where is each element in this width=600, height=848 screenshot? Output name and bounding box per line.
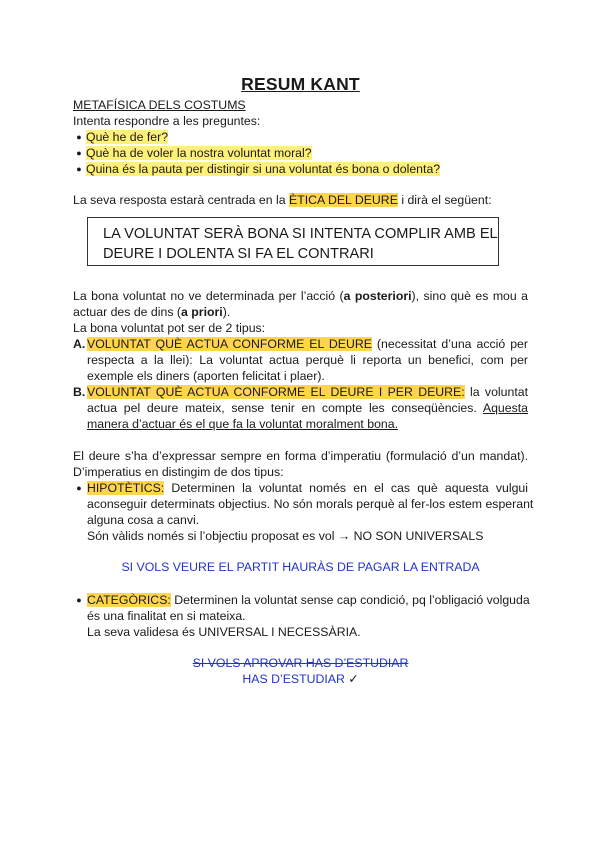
tipus-b-line: manera d’actuar és el que fa la voluntat moralment bona. <box>87 417 399 431</box>
paragraph-line: La bona voluntat no ve determinada per l’acció (a posteriori), sino què es mou a <box>73 289 529 303</box>
example-categoric: HAS D’ESTUDIAR ✓ <box>242 672 359 686</box>
question-item: Què he de fer? <box>86 130 169 144</box>
hipotetics-line: alguna cosa a canvi. <box>87 513 200 527</box>
tipus-a-line: VOLUNTAT QUÈ ACTUA CONFORME EL DEURE (necessitat d’una acció per <box>87 337 528 351</box>
key-statement-line: DEURE I DOLENTA SI FA EL CONTRARI <box>103 246 374 262</box>
bullet-icon: ● <box>76 164 82 174</box>
example-hipotetic: SI VOLS VEURE EL PARTIT HAURÀS DE PAGAR LA ENTRADA <box>121 560 480 574</box>
etica-deure-highlight: ÈTICA DEL DEURE <box>289 193 398 207</box>
answer-sentence: La seva resposta estarà centrada en la ÈTICA DEL DEURE i dirà el següent: <box>73 193 492 207</box>
tipus-b-line: VOLUNTAT QUÈ ACTUA CONFORME EL DEURE I PER DEURE: la voluntat <box>87 385 528 399</box>
question-item: Quina és la pauta per distingir si una voluntat és bona o dolenta? <box>86 162 441 176</box>
section-heading: METAFÍSICA DELS COSTUMS <box>73 98 246 112</box>
paragraph-line: actuar des de dins (a priori). <box>73 305 231 319</box>
bullet-icon: ● <box>76 148 82 158</box>
question-item: Què ha de voler la nostra voluntat moral? <box>86 146 312 160</box>
bullet-icon: ● <box>76 483 82 493</box>
categorics-line: CATEGÒRICS: Determinen la voluntat sense cap condició, pq l’obligació volguda <box>87 593 530 607</box>
bullet-icon: ● <box>76 595 82 605</box>
document-title: RESUM KANT <box>241 74 360 94</box>
categorics-line: és una finalitat en si mateixa. <box>87 609 246 623</box>
example-struck: SI VOLS APROVAR HAS D’ESTUDIAR <box>192 656 409 670</box>
list-letter-b: B. <box>73 385 86 399</box>
hipotetics-line: Són vàlids només si l’objectiu proposat es vol → NO SON UNIVERSALS <box>87 529 484 543</box>
bullet-icon: ● <box>76 132 82 142</box>
hipotetics-line: HIPOTÈTICS: Determinen la voluntat només en el cas què aquesta vulgui <box>87 481 528 495</box>
tipus-a-line: exemple els diners (aporten felicitat i plaer). <box>87 369 325 383</box>
hipotetics-line: aconseguir determinats objectius. No són morals perquè al fer-los estem esperant <box>87 497 534 511</box>
paragraph-line: La bona voluntat pot ser de 2 tipus: <box>73 321 266 335</box>
tipus-b-line: actua pel deure mateix, sense tenir en compte les conseqüències. Aquesta <box>87 401 528 415</box>
list-letter-a: A. <box>73 337 86 351</box>
check-mark-icon: ✓ <box>348 672 359 686</box>
categorics-line: La seva validesa és UNIVERSAL I NECESSÀRIA. <box>87 625 361 639</box>
key-statement-box <box>87 217 499 266</box>
key-statement-line: LA VOLUNTAT SERÀ BONA SI INTENTA COMPLIR AMB EL <box>103 226 498 242</box>
intro-text: Intenta respondre a les preguntes: <box>73 114 261 128</box>
tipus-a-line: respecta a la llei): La voluntat actua perquè li reporta un benefici, com per <box>87 353 528 367</box>
paragraph-line: D’imperatius en distingim de dos tipus: <box>73 465 284 479</box>
paragraph-line: El deure s’ha d’expressar sempre en forma d’imperatiu (formulació d’un mandat). <box>73 449 528 463</box>
